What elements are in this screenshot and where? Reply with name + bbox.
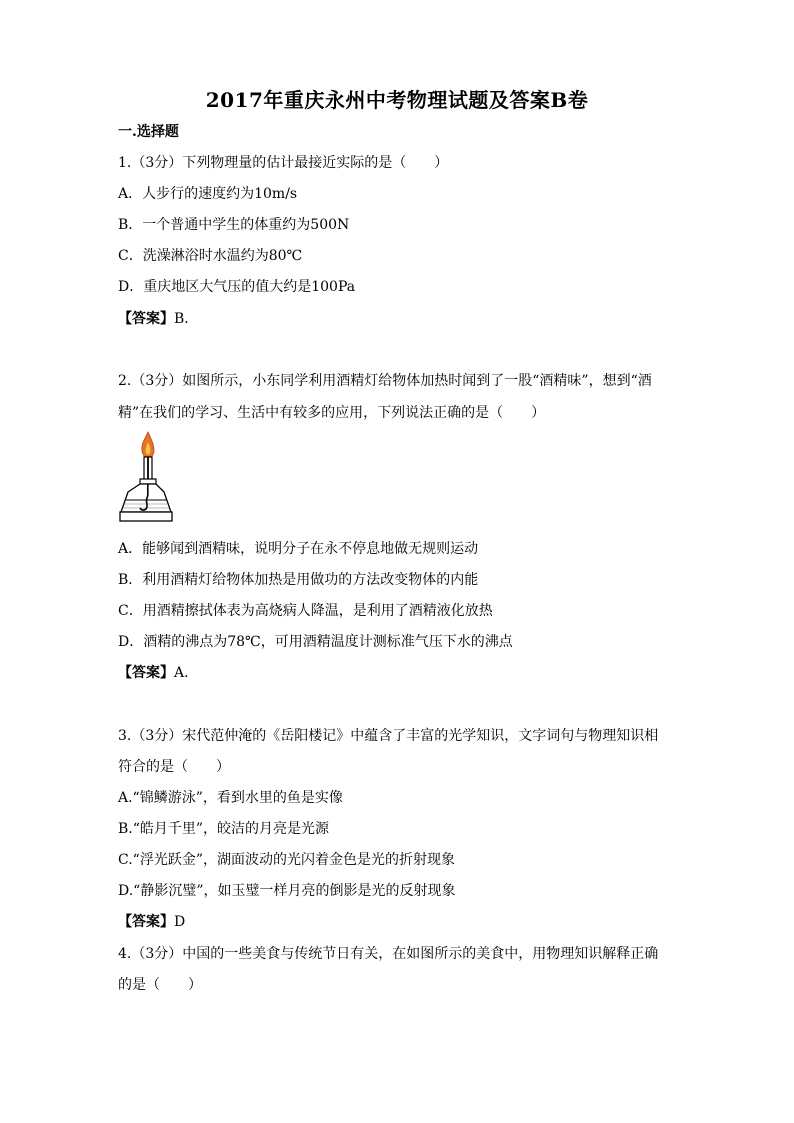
q2-option-c: C．用酒精擦拭体表为高烧病人降温，是利用了酒精液化放热 bbox=[118, 603, 493, 619]
q2-option-d: D．酒精的沸点为78℃，可用酒精温度计测标准气压下水的沸点 bbox=[118, 634, 513, 650]
q2-answer bbox=[118, 662, 198, 682]
q1-stem: 1.（3分）下列物理量的估计最接近实际的是（ ） bbox=[118, 155, 449, 171]
q1-option-a: A．人步行的速度约为10m/s bbox=[118, 186, 298, 202]
q2-answer-value: A． bbox=[174, 665, 199, 681]
q3-stem-line1: 3.（3分）宋代范仲淹的《岳阳楼记》中蕴含了丰富的光学知识，文字词句与物理知识相 bbox=[118, 728, 659, 744]
q3-option-d: D.“静影沉璧”，如玉璧一样月亮的倒影是光的反射现象 bbox=[118, 883, 456, 899]
q1-answer bbox=[118, 308, 198, 328]
q3-stem-line2: 符合的是（ ） bbox=[118, 759, 230, 775]
q3-answer-label: 【答案】 bbox=[118, 914, 174, 930]
q3-option-b: B.“皓月千里”，皎洁的月亮是光源 bbox=[118, 821, 330, 837]
q4-stem-line2: 的是（ ） bbox=[118, 977, 202, 993]
q1-answer-label: 【答案】 bbox=[118, 311, 174, 327]
q1-answer-value: B． bbox=[174, 311, 199, 327]
q2-option-b: B．利用酒精灯给物体加热是用做功的方法改变物体的内能 bbox=[118, 572, 479, 588]
q3-answer bbox=[118, 911, 185, 931]
q1-option-c: C．洗澡淋浴时水温约为80℃ bbox=[118, 248, 303, 264]
q2-answer-label: 【答案】 bbox=[118, 665, 174, 681]
q1-option-d: D．重庆地区大气压的值大约是100Pa bbox=[118, 279, 356, 295]
q1-option-b: B．一个普通中学生的体重约为500N bbox=[118, 217, 350, 233]
q3-answer-value: D bbox=[174, 914, 186, 930]
section-heading: 一.选择题 bbox=[118, 124, 179, 140]
q3-option-c: C.“浮光跃金”，湖面波动的光闪着金色是光的折射现象 bbox=[118, 852, 455, 868]
q2-stem-line2: 精”在我们的学习、生活中有较多的应用，下列说法正确的是（ ） bbox=[118, 405, 546, 421]
q2-option-a: A．能够闻到酒精味，说明分子在永不停息地做无规则运动 bbox=[118, 541, 479, 557]
q4-stem-line1: 4.（3分）中国的一些美食与传统节日有关，在如图所示的美食中，用物理知识解释正确 bbox=[118, 946, 659, 962]
alcohol-lamp-icon bbox=[118, 430, 174, 524]
q2-stem-line1: 2.（3分）如图所示，小东同学利用酒精灯给物体加热时闻到了一股“酒精味”，想到“酒 bbox=[118, 373, 652, 389]
q3-option-a: A.“锦鳞游泳”，看到水里的鱼是实像 bbox=[118, 790, 343, 806]
page-title: 2017年重庆永州中考物理试题及答案B卷 bbox=[205, 88, 589, 112]
